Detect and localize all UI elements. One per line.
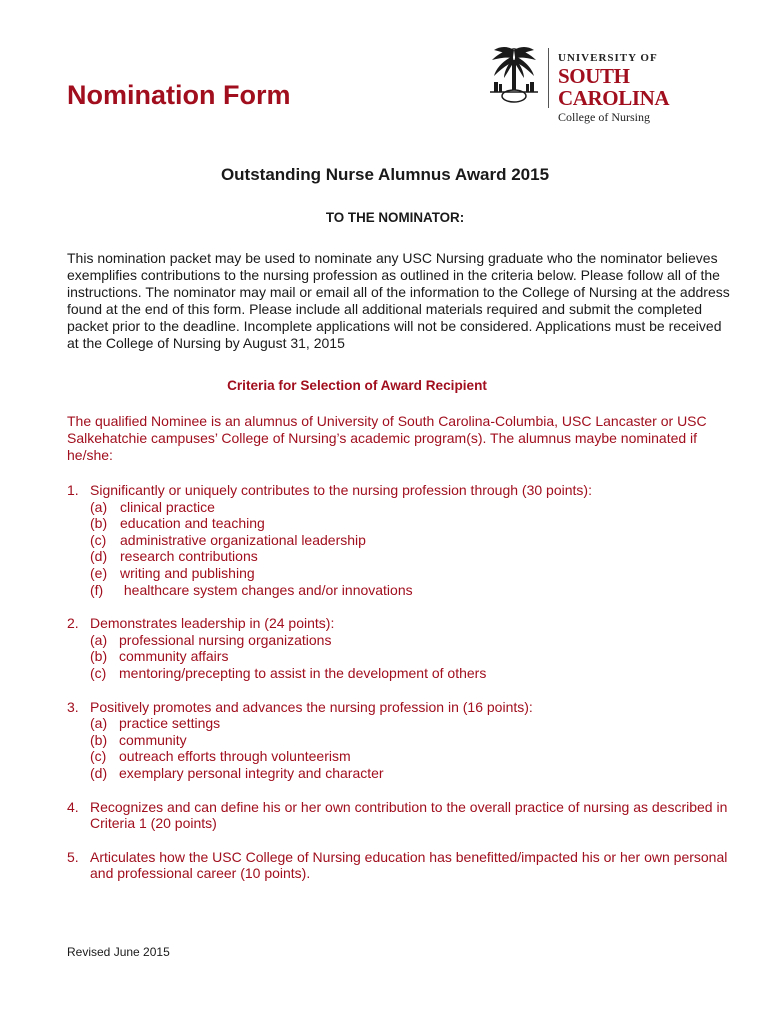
award-title: Outstanding Nurse Alumnus Award 2015 bbox=[220, 165, 550, 184]
qualified-nominee-paragraph: The qualified Nominee is an alumnus of University of South Carolina-Columbia, USC Lancaster or USC Salkehatchie campuses’ College of Nursing’s academic program(s). The alumnus maybe nominated if he/she: bbox=[67, 413, 707, 463]
sub-criterion-text: mentoring/precepting to assist in the development of others bbox=[119, 664, 487, 681]
sub-criterion bbox=[90, 715, 737, 732]
sub-criterion-letter: (b) bbox=[90, 648, 108, 665]
criterion-text: Articulates how the USC College of Nursing education has benefitted/impacted his or her own personal and professional career (10 points). bbox=[90, 848, 728, 882]
sub-criterion bbox=[90, 548, 737, 565]
criterion-number: 2. bbox=[67, 615, 79, 632]
criteria-list bbox=[67, 482, 737, 899]
sub-criterion bbox=[90, 499, 737, 516]
sub-criterion-text: healthcare system changes and/or innovations bbox=[120, 581, 413, 598]
criterion-text: Recognizes and can define his or her own contribution to the overall practice of nursing as described in Criteria 1 (20 points) bbox=[90, 798, 728, 832]
palmetto-tree-seal-icon bbox=[486, 44, 542, 110]
sub-criterion bbox=[90, 582, 737, 599]
sub-criterion-text: community bbox=[119, 731, 187, 748]
sub-criterion-letter: (b) bbox=[90, 515, 108, 532]
criterion-text: Positively promotes and advances the nursing profession in (16 points): bbox=[90, 698, 533, 715]
intro-paragraph: This nomination packet may be used to nominate any USC Nursing graduate who the nominator believes exemplifies contributions to the nursing profession as outlined in the criteria below. Please follow all of the instructions. The nominator may mail or email all of the information to the College of Nursing at the address found at the end of this form. Please include all additional materials required and submit the completed packet prior to the deadline. Incomplete applications will not be considered. Applications must be received at the College of Nursing by August 31, 2015 bbox=[67, 250, 730, 351]
sub-criterion-text: practice settings bbox=[119, 715, 221, 732]
criterion-number: 1. bbox=[67, 482, 79, 498]
sub-criterion-text: administrative organizational leadership bbox=[120, 531, 366, 548]
sub-criterion-text: community affairs bbox=[119, 648, 229, 665]
criterion-number: 5. bbox=[67, 848, 79, 865]
criterion-item bbox=[67, 699, 737, 782]
sub-criterion-text: writing and publishing bbox=[120, 564, 255, 581]
sub-criterion bbox=[90, 648, 737, 665]
sub-criterion-letter: (b) bbox=[90, 731, 108, 748]
sub-criterion-letter: (d) bbox=[90, 548, 108, 565]
sub-criterion bbox=[90, 565, 737, 582]
logo-university-of: UNIVERSITY OF bbox=[558, 52, 658, 64]
criterion-item bbox=[67, 615, 737, 681]
sub-criterion-letter: (e) bbox=[90, 564, 108, 581]
sub-criterion-text: professional nursing organizations bbox=[119, 631, 332, 648]
sub-criterion-text: outreach efforts through volunteerism bbox=[119, 748, 351, 765]
sub-criterion-letter: (a) bbox=[90, 631, 108, 648]
sub-criterion-letter: (d) bbox=[90, 764, 108, 781]
sub-criterion bbox=[90, 515, 737, 532]
sub-criterion bbox=[90, 665, 737, 682]
sub-criterion-letter: (a) bbox=[90, 498, 108, 515]
sub-criterion bbox=[90, 632, 737, 649]
revision-footer: Revised June 2015 bbox=[67, 945, 170, 959]
criterion-item bbox=[67, 849, 737, 882]
logo-south-carolina: SOUTH CAROLINA bbox=[558, 64, 670, 110]
sub-criterion-letter: (c) bbox=[90, 748, 107, 765]
criterion-text: Demonstrates leadership in (24 points): bbox=[90, 615, 335, 632]
logo-college-of-nursing: College of Nursing bbox=[558, 110, 650, 124]
criterion-text: Significantly or uniquely contributes to the nursing profession through (30 points): bbox=[90, 482, 592, 498]
criterion-number: 4. bbox=[67, 798, 79, 815]
sub-criterion-text: research contributions bbox=[120, 548, 258, 565]
sub-criterion bbox=[90, 732, 737, 749]
sub-criterion-letter: (c) bbox=[90, 664, 107, 681]
logo-wordmark bbox=[558, 52, 736, 125]
sub-criterion-text: clinical practice bbox=[120, 498, 215, 515]
criteria-heading: Criteria for Selection of Award Recipient bbox=[227, 378, 487, 393]
sub-criterion bbox=[90, 532, 737, 549]
sub-criterion bbox=[90, 765, 737, 782]
criterion-item bbox=[67, 482, 737, 598]
university-logo bbox=[486, 44, 736, 124]
criterion-number: 3. bbox=[67, 698, 79, 715]
sub-criterion bbox=[90, 748, 737, 765]
sub-criterion-letter: (a) bbox=[90, 715, 108, 732]
sub-criterion-letter: (c) bbox=[90, 531, 107, 548]
criterion-item bbox=[67, 799, 737, 832]
nominator-heading: TO THE NOMINATOR: bbox=[325, 210, 465, 225]
logo-divider bbox=[548, 48, 549, 108]
form-title: Nomination Form bbox=[67, 80, 291, 110]
sub-criterion-text: education and teaching bbox=[120, 515, 265, 532]
sub-criterion-text: exemplary personal integrity and character bbox=[119, 764, 384, 781]
sub-criterion-letter: (f) bbox=[90, 581, 104, 598]
